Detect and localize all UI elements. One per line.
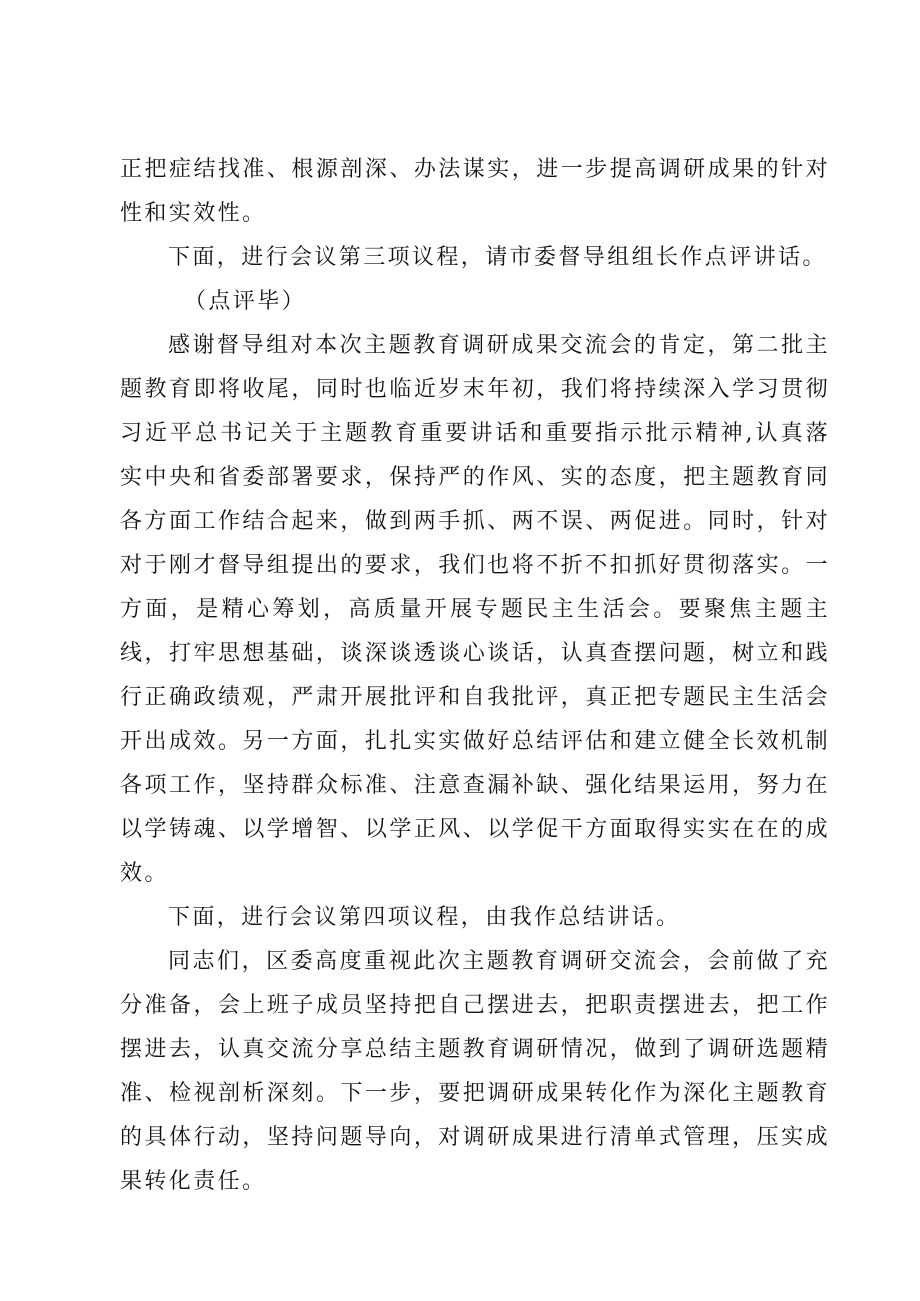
- paragraph-thanks: 感谢督导组对本次主题教育调研成果交流会的肯定，第二批主题教育即将收尾，同时也临近岁末年初，我们将持续深入学习贯彻习近平总书记关于主题教育重要讲话和重要指示批示精神,认真落实中央和省委部署要求，保持严的作风、实的态度，把主题教育同各方面工作结合起来，做到两手抓、两不误、两促进。同时，针对对于刚才督导组提出的要求，我们也将不折不扣抓好贯彻落实。一方面，是精心筹划，高质量开展专题民主生活会。要聚焦主题主线，打牢思想基础，谈深谈透谈心谈话，认真查摆问题，树立和践行正确政绩观，严肃开展批评和自我批评，真正把专题民主生活会开出成效。另一方面，扎扎实实做好总结评估和建立健全长效机制各项工作，坚持群众标准、注意查漏补缺、强化结果运用，努力在以学铸魂、以学增智、以学正风、以学促干方面取得实实在在的成效。: [120, 333, 830, 886]
- document-body: [120, 148, 830, 1204]
- paragraph-agenda-three: 下面，进行会议第三项议程，请市委督导组组长作点评讲话。: [168, 245, 827, 270]
- paragraph-summary: 同志们，区委高度重视此次主题教育调研交流会，会前做了充分准备，会上班子成员坚持把自己摆进去，把职责摆进去，把工作摆进去，认真交流分享总结主题教育调研情况，做到了调研选题精准、检视剖析深刻。下一步，要把调研成果转化作为深化主题教育的具体行动，坚持问题导向，对调研成果进行清单式管理，压实成果转化责任。: [120, 949, 830, 1194]
- paragraph-comment-end: （点评毕）: [184, 289, 307, 314]
- paragraph-agenda-four: 下面，进行会议第四项议程，由我作总结讲话。: [168, 905, 681, 930]
- paragraph-continuation: 正把症结找准、根源剖深、办法谋实，进一步提高调研成果的针对性和实效性。: [120, 157, 830, 226]
